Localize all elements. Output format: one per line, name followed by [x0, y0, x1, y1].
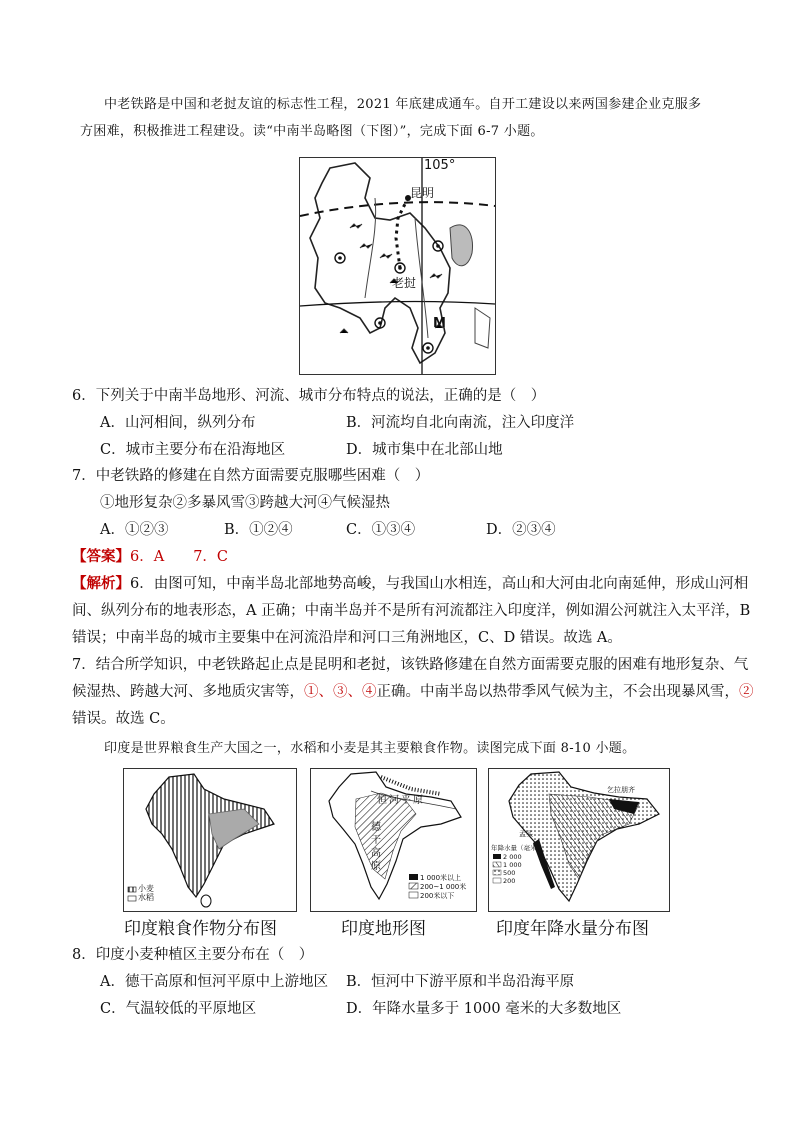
- analysis-line-1: [72, 574, 748, 594]
- m-label: M: [433, 316, 446, 331]
- india-rainfall-map-graphic: [489, 769, 669, 911]
- q8-option-a: A．德干高原和恒河平原中上游地区: [100, 974, 328, 990]
- intro-line-2: 方困难，积极推进工程建设。读“中南半岛略图（下图）”，完成下面 6-7 小题。: [80, 124, 544, 139]
- rain-legend-title: 年降水量（毫米）: [491, 844, 543, 852]
- analysis-line-6: 错误。故选 C。: [72, 711, 175, 727]
- analysis-text-5a: 候湿热、跨越大河、多地质灾害等，: [72, 684, 304, 700]
- legend-wheat-label: 小麦: [138, 884, 154, 893]
- answer-tag: 【答案】: [72, 548, 130, 565]
- terrain-legend-1: 1 000米以上: [420, 874, 462, 882]
- analysis-text-5d: ②: [739, 684, 754, 700]
- analysis-line-4: 7．结合所学知识，中老铁路起止点是昆明和老挝，该铁路修建在自然方面需要克服的困难有地形复杂、气: [72, 657, 749, 673]
- rain-legend-4: 200: [503, 877, 516, 885]
- q7-option-b: B．①②④: [224, 522, 293, 538]
- analysis-tag: 【解析】: [72, 575, 130, 592]
- q7-option-d: D．②③④: [486, 522, 556, 538]
- indochina-map-graphic: [300, 158, 495, 374]
- intro-2: 印度是世界粮食生产大国之一，水稻和小麦是其主要粮食作物。读图完成下面 8-10 小题。: [104, 741, 636, 756]
- rain-legend-3: 500: [503, 869, 516, 877]
- mumbai-label: 孟买: [519, 830, 533, 838]
- terrain-legend-3: 200米以下: [420, 892, 455, 900]
- q8-option-b: B．恒河中下游平原和半岛沿海平原: [346, 974, 575, 990]
- meridian-label: 105°: [424, 158, 456, 173]
- analysis-line-5: [72, 682, 754, 702]
- analysis-text-5c: 正确。中南半岛以热带季风气候为主，不会出现暴风雪，: [376, 684, 739, 700]
- q6-option-a: A．山河相间，纵列分布: [100, 415, 256, 431]
- kunming-label: 昆明: [410, 186, 435, 200]
- deccan-label: 德干高原: [371, 822, 381, 872]
- analysis-line-3: 错误；中南半岛的城市主要集中在河流沿岸和河口三角洲地区，C、D 错误。故选 A。: [72, 630, 622, 646]
- india-terrain-map: [310, 768, 477, 912]
- india-crop-map: [123, 768, 297, 912]
- india-rainfall-map: [488, 768, 670, 912]
- analysis-text-5b: ①、③、④: [304, 684, 377, 700]
- terrain-map-caption: 印度地形图: [341, 919, 426, 939]
- rainfall-map-caption: 印度年降水量分布图: [496, 919, 649, 939]
- q8-stem: 8．印度小麦种植区主要分布在（ ）: [72, 947, 314, 963]
- q6-stem: 6．下列关于中南半岛地形、河流、城市分布特点的说法，正确的是（ ）: [72, 388, 546, 404]
- answer-text: 6．A 7．C: [130, 549, 229, 565]
- q7-stem: 7．中老铁路的修建在自然方面需要克服哪些困难（ ）: [72, 468, 430, 484]
- analysis-text-1: 6．由图可知，中南半岛北部地势高峻，与我国山水相连，高山和大河由北向南延伸，形成山河相: [130, 576, 749, 592]
- rain-legend-2: 1 000: [503, 861, 522, 869]
- indochina-map: [299, 157, 496, 375]
- q6-option-b: B．河流均自北向南流，注入印度洋: [346, 415, 575, 431]
- analysis-line-2: 间、纵列分布的地表形态，A 正确；中南半岛并不是所有河流都注入印度洋，例如湄公河就注入太平洋，B: [72, 603, 751, 619]
- terrain-legend-2: 200~1 000米: [420, 883, 467, 891]
- q7-choices: ①地形复杂②多暴风雪③跨越大河④气候湿热: [100, 495, 390, 511]
- cherrapunji-label: 乞拉朋齐: [607, 786, 635, 794]
- legend-rice-label: 水稻: [138, 893, 154, 902]
- q8-option-d: D．年降水量多于 1000 毫米的大多数地区: [346, 1001, 622, 1017]
- rain-legend-1: 2 000: [503, 853, 522, 861]
- q7-option-a: A．①②③: [100, 522, 169, 538]
- q6-option-d: D．城市集中在北部山地: [346, 442, 503, 458]
- intro-line-1: 中老铁路是中国和老挝友谊的标志性工程，2021 年底建成通车。自开工建设以来两国参建企业克服多: [104, 97, 702, 112]
- crop-map-caption: 印度粮食作物分布图: [124, 919, 277, 939]
- q7-option-c: C．①③④: [346, 522, 416, 538]
- q8-option-c: C．气温较低的平原地区: [100, 1001, 257, 1017]
- ganges-plain-label: 恒河平原: [377, 795, 425, 806]
- answer-line: [72, 547, 228, 567]
- laos-label: 老挝: [392, 276, 417, 290]
- q6-option-c: C．城市主要分布在沿海地区: [100, 442, 286, 458]
